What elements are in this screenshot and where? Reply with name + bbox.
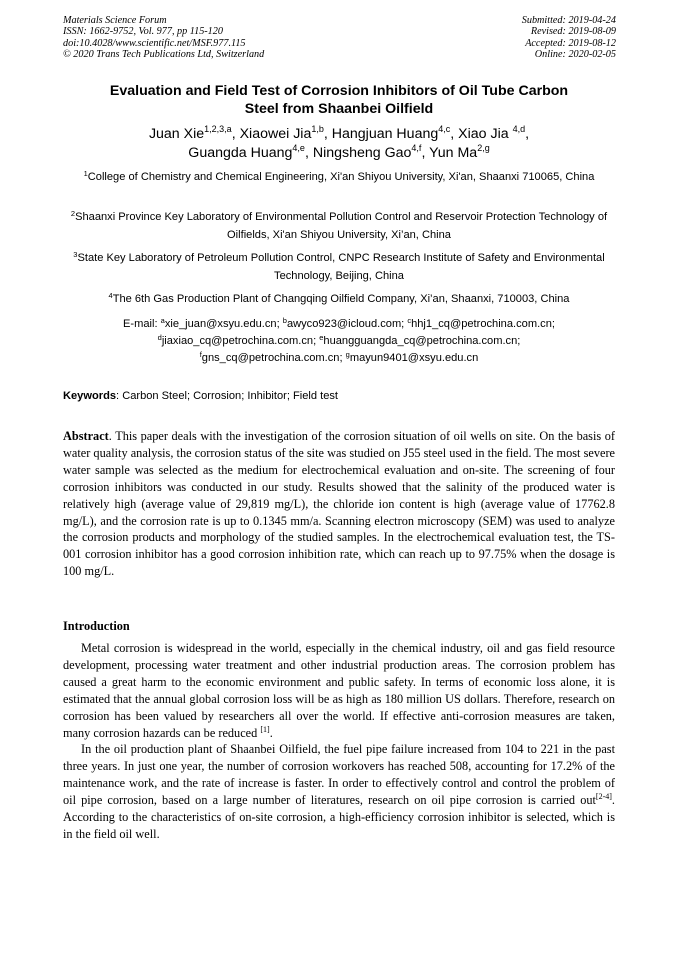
- section-heading-introduction: Introduction: [63, 619, 130, 633]
- paragraph-text: .: [269, 725, 273, 740]
- affiliation-4: [63, 291, 615, 309]
- email-mark: b: [282, 316, 287, 325]
- paper-title: [63, 82, 615, 118]
- affiliation-text: State Key Laboratory of Petroleum Pollution Control, CNPC Research Institute of Safety and Environmental Technology, Beijing, China: [77, 252, 605, 282]
- author: Guangda Huang: [188, 144, 293, 161]
- author-line-2: Guangda Huang$^{4,e}$, Ningsheng Gao$^{4,f}$, Yun Ma$^{2,g}$: [188, 142, 490, 161]
- abstract-label: Abstract: [63, 429, 109, 443]
- affiliation-mark: 2: [70, 209, 76, 218]
- author: Ningsheng Gao: [312, 144, 412, 161]
- author-line-1: Juan Xie$^{1,2,3,a}$, Xiaowei Jia$^{1,b}$, Hangjuan Huang$^{4,c}$, Xiao Jia $^{4,d}$,: [148, 124, 530, 142]
- email-address[interactable]: awyco923@icloud.com;: [286, 318, 408, 330]
- title-line-2: Steel from Shaanbei Oilfield: [244, 101, 434, 117]
- title-line-1: Evaluation and Field Test of Corrosion Inhibitors of Oil Tube Carbon: [109, 83, 569, 99]
- submitted-date: Submitted: 2019-04-24: [521, 15, 616, 26]
- revised-date: Revised: 2019-08-09: [530, 26, 616, 38]
- email-label: E-mail:: [123, 318, 161, 330]
- email-line-1: [63, 316, 615, 333]
- affiliation-text: College of Chemistry and Chemical Engineering, Xi'an Shiyou University, Xi'an, Shaanxi 710065, China: [87, 171, 595, 183]
- author: Xiaowei Jia: [239, 126, 312, 142]
- email-line-2: [63, 333, 615, 350]
- email-address[interactable]: jiaxiao_cq@petrochina.com.cn;: [161, 335, 320, 348]
- affiliation-3: [63, 250, 615, 285]
- paragraph-text: Metal corrosion is widespread in the world, especially in the chemical industry, oil and gas field resource development, processing water treatment and other industrial production areas. The corrosion problem has caused a great harm to the economic environment and public safety. In terms of economic loss alone, it is estimated that the annual global corrosion loss will be as high as 180 million US dollars. Therefore, research on corrosion has been valued by researchers all over the world. If effective anti-corrosion measures are taken, many corrosion hazards can be reduced: [63, 641, 615, 740]
- introduction-body: [63, 640, 615, 843]
- email-list: [63, 316, 615, 368]
- author-list: [63, 125, 615, 162]
- affiliation-2: [63, 209, 615, 244]
- author-affiliation-mark: 1,b: [311, 124, 324, 134]
- paragraph: [63, 640, 615, 741]
- author-affiliation-mark: 2,g: [477, 142, 490, 153]
- author-affiliation-mark: 4,d: [512, 124, 526, 134]
- email-mark: d: [157, 333, 162, 343]
- author-affiliation-mark: 1,2,3,a: [204, 124, 232, 134]
- author-affiliation-mark: 4,f: [411, 142, 422, 153]
- keywords-text: : Carbon Steel; Corrosion; Inhibitor; Field test: [116, 390, 339, 402]
- online-date: Online: 2020-02-05: [534, 49, 616, 61]
- affiliation-1: [63, 169, 615, 187]
- affiliation-text: Shaanxi Province Key Laboratory of Environmental Pollution Control and Reservoir Protection Technology of Oilfields, Xi'an Shiyou University, Xi’an, China: [75, 211, 608, 241]
- author: Hangjuan Huang: [331, 126, 439, 142]
- submission-dates: [522, 15, 616, 61]
- email-address[interactable]: hhj1_cq@petrochina.com.cn;: [411, 318, 555, 330]
- author: Xiao Jia: [458, 126, 509, 142]
- email-address[interactable]: gns_cq@petrochina.com.cn;: [201, 352, 346, 365]
- email-address[interactable]: mayun9401@xsyu.edu.cn: [349, 352, 479, 365]
- author: Juan Xie: [148, 126, 205, 142]
- paragraph-text: In the oil production plant of Shaanbei Oilfield, the fuel pipe failure increased from 104 to 221 in the past three years. In just one year, the number of corrosion workovers has reached 508, accounting for 17.2% of the maintenance work, and the rate of increase is faster. In order to effectively control and control the problem of oil pipe corrosion, based on a large number of literatures, research on oil pipe corrosion is carried out: [63, 742, 615, 808]
- email-address[interactable]: xie_juan@xsyu.edu.cn;: [164, 318, 283, 330]
- journal-info: [63, 15, 264, 61]
- author: Yun Ma: [429, 144, 478, 161]
- email-mark: f: [199, 350, 202, 360]
- paragraph: [63, 741, 615, 842]
- doi-line: doi:10.4028/www.scientific.net/MSF.977.115: [63, 37, 246, 49]
- author-affiliation-mark: 4,c: [438, 124, 451, 134]
- citation-ref[interactable]: [2-4]: [595, 792, 612, 802]
- abstract: [63, 428, 615, 580]
- email-address[interactable]: huangguangda_cq@petrochina.com.cn;: [323, 335, 521, 348]
- keywords: [63, 388, 615, 404]
- author-affiliation-mark: 4,e: [292, 142, 305, 153]
- email-mark: e: [319, 333, 324, 343]
- affiliation-mark: 4: [108, 291, 113, 300]
- email-mark: a: [160, 316, 165, 325]
- affiliation-text: The 6th Gas Production Plant of Changqing Oilfield Company, Xi’an, Shaanxi, 710003, China: [112, 293, 570, 305]
- citation-ref[interactable]: [1]: [260, 724, 270, 734]
- keywords-label: Keywords: [63, 390, 117, 402]
- email-mark: c: [407, 316, 412, 325]
- affiliation-mark: 3: [73, 250, 78, 259]
- email-mark: g: [345, 350, 350, 360]
- copyright-line: © 2020 Trans Tech Publications Ltd, Switzerland: [63, 49, 265, 61]
- email-line-3: [63, 350, 615, 367]
- journal-name: Materials Science Forum: [63, 15, 167, 26]
- issn-line: ISSN: 1662-9752, Vol. 977, pp 115-120: [63, 26, 223, 38]
- accepted-date: Accepted: 2019-08-12: [525, 37, 616, 49]
- paragraph-text: . According to the characteristics of on-site corrosion, a high-efficiency corrosion inhibitor is selected, which is in the field oil well.: [63, 793, 615, 841]
- affiliation-mark: 1: [83, 169, 88, 178]
- abstract-text: . This paper deals with the investigation of the corrosion situation of oil wells on site. On the basis of water quality analysis, the corrosion status of the site was studied on J55 steel used in the field. The most severe water sample was selected as the medium for electrochemical evaluation and on-site. The screening of four corrosion inhibitors was conducted in our study. Results showed that the salinity of the produced water is relatively high (average value of 29,819 mg/L), the chloride ion content is high (average value of 17762.8 mg/L), and the corrosion rate is up to 0.1345 mm/a. Scanning electron microscopy (SEM) was used to analyze the corrosion products and morphology of the studied samples. In the electrochemical evaluation test, the TS-001 corrosion inhibitor has a good corrosion inhibition rate, which can reach up to 97.75% when the dosage is 100 mg/L.: [63, 429, 615, 579]
